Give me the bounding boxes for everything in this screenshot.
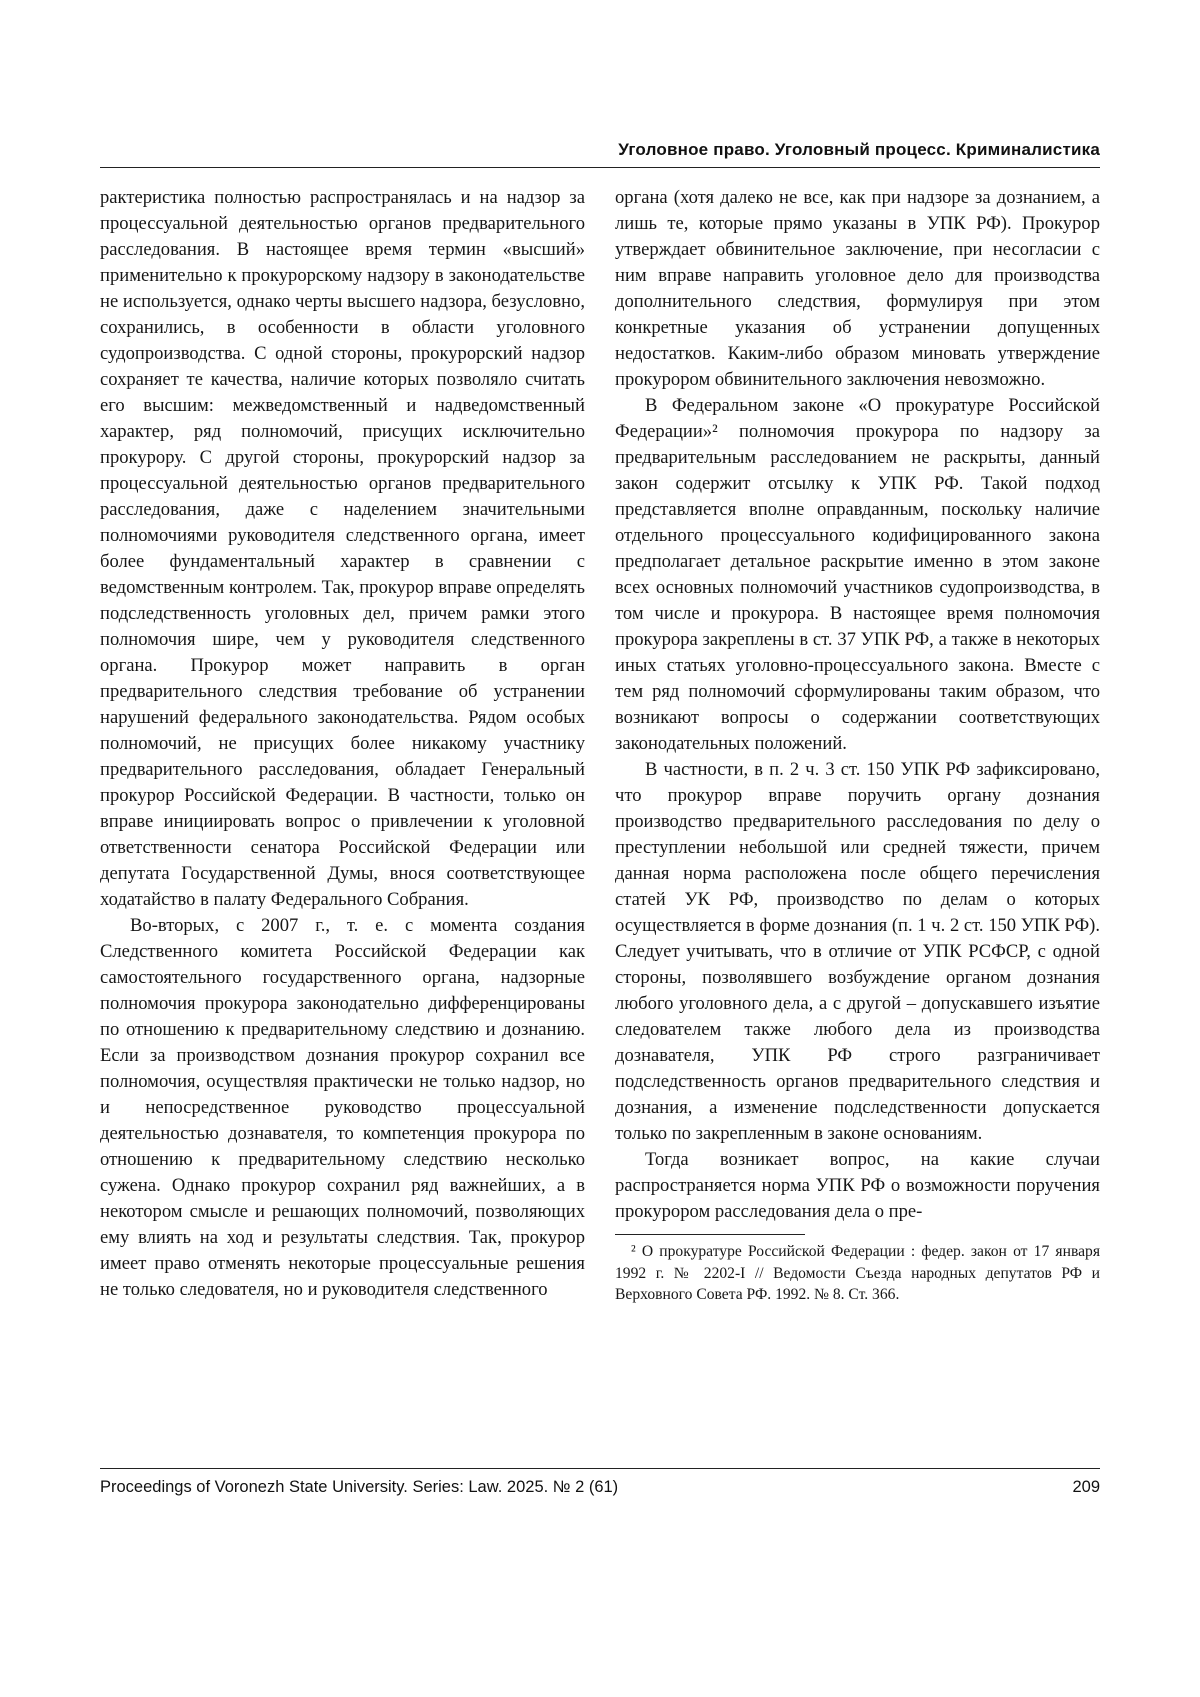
footnote-rule — [615, 1234, 805, 1235]
running-head: Уголовное право. Уголовный процесс. Криминалистика — [618, 140, 1100, 159]
footer-row — [100, 1478, 1100, 1497]
header-rule — [100, 167, 1100, 168]
page-footer — [100, 1468, 1100, 1497]
paragraph: В частности, в п. 2 ч. 3 ст. 150 УПК РФ зафиксировано, что прокурор вправе поручить органу дознания производство предварительного расследования по делу о преступлении небольшой или средней тяжести, причем данная норма расположена после общего перечисления статей УК РФ, производство по делам о которых осуществляется в форме дознания (п. 1 ч. 2 ст. 150 УПК РФ). Следует учитывать, что в отличие от УПК РСФСР, с одной стороны, позволявшего возбуждение органом дознания любого уголовного дела, а с другой – допускавшего изъятие следователем также любого дела из производства дознавателя, УПК РФ строго разграничивает подследственность органов предварительного следствия и дознания, а изменение подследственности допускается только по закрепленным в законе основаниям. — [615, 759, 1100, 1144]
footer-journal-info: Proceedings of Voronezh State University. Series: Law. 2025. № 2 (61) — [100, 1478, 619, 1496]
paragraph: В Федеральном законе «О прокуратуре Российской Федерации»² полномочия прокурора по надзору за предварительным расследованием не раскрыты, данный закон содержит отсылку к УПК РФ. Такой подход представляется вполне оправданным, поскольку наличие отдельного процессуального кодифицированного закона предполагает детальное раскрытие именно в этом законе всех основных полномочий участников судопроизводства, в том числе и прокурора. В настоящее время полномочия прокурора закреплены в ст. 37 УПК РФ, а также в некоторых иных статьях уголовно-процессуального закона. Вместе с тем ряд полномочий сформулированы таким образом, что возникают вопросы о содержании соответствующих законодательных положений. — [615, 395, 1100, 754]
paragraph: органа (хотя далеко не все, как при надзоре за дознанием, а лишь те, которые прямо указаны в УПК РФ). Прокурор утверждает обвинительное заключение, при несогласии с ним вправе направить уголовное дело для производства дополнительного следствия, формулируя при этом конкретные указания об устранении допущенных недостатков. Каким-либо образом миновать утверждение прокурором обвинительного заключения невозможно. — [615, 187, 1100, 390]
footnote: ² О прокуратуре Российской Федерации : федер. закон от 17 января 1992 г. № 2202-I // Ведомости Съезда народных депутатов РФ и Верховного Совета РФ. 1992. № 8. Ст. 366. — [615, 1243, 1100, 1303]
page-header — [100, 140, 1100, 168]
page-number: 209 — [1072, 1478, 1100, 1496]
right-column — [615, 185, 1100, 1306]
footer-rule — [100, 1468, 1100, 1469]
paragraph: рактеристика полностью распространялась и на надзор за процессуальной деятельностью органов предварительного расследования. В настоящее время термин «высший» применительно к прокурорскому надзору в законодательстве не используется, однако черты высшего надзора, безусловно, сохранились, в особенности в области уголовного судопроизводства. С одной стороны, прокурорский надзор сохраняет те качества, наличие которых позволяло считать его высшим: межведомственный и надведомственный характер, ряд полномочий, присущих исключительно прокурору. С другой стороны, прокурорский надзор за процессуальной деятельностью органов предварительного расследования, даже с наделением значительными полномочиями руководителя следственного органа, имеет более фундаментальный характер в сравнении с ведомственным контролем. Так, прокурор вправе определять подследственность уголовных дел, причем рамки этого полномочия шире, чем у руководителя следственного органа. Прокурор может направить в орган предварительного следствия требование об устранении нарушений федерального законодательства. Рядом особых полномочий, не присущих более никакому участнику предварительного расследования, обладает Генеральный прокурор Российской Федерации. В частности, только он вправе инициировать вопрос о привлечении к уголовной ответственности сенатора Российской Федерации или депутата Государственной Думы, внося соответствующее ходатайство в палату Федерального Собрания. — [100, 187, 585, 910]
article-body — [100, 185, 1100, 1306]
paragraph: Во-вторых, с 2007 г., т. е. с момента создания Следственного комитета Российской Федерации как самостоятельного государственного органа, надзорные полномочия прокурора законодательно дифференцированы по отношению к предварительному следствию и дознанию. Если за производством дознания прокурор сохранил все полномочия, осуществляя практически не только надзор, но и непосредственное руководство процессуальной деятельностью дознавателя, то компетенция прокурора по отношению к предварительному следствию несколько сужена. Однако прокурор сохранил ряд важнейших, а в некотором смысле и решающих полномочий, позволяющих ему влиять на ход и результаты следствия. Так, прокурор имеет право отменять некоторые процессуальные решения не только следователя, но и руководителя следственного — [100, 915, 585, 1300]
paragraph: Тогда возникает вопрос, на какие случаи распространяется норма УПК РФ о возможности поручения прокурором расследования дела о пре- — [615, 1149, 1100, 1222]
left-column — [100, 185, 585, 1306]
